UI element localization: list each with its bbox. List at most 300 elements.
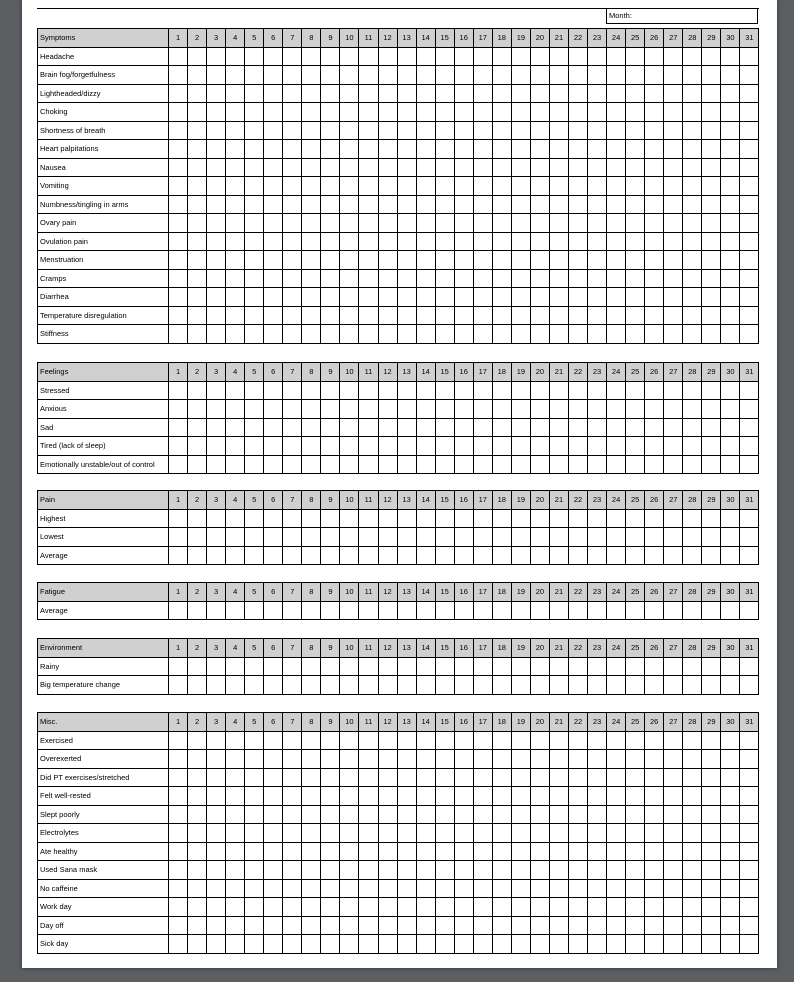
day-cell[interactable] <box>454 879 473 898</box>
day-cell[interactable] <box>264 676 283 695</box>
day-cell[interactable] <box>721 935 740 954</box>
day-cell[interactable] <box>245 750 264 769</box>
day-cell[interactable] <box>302 269 321 288</box>
day-cell[interactable] <box>435 509 454 528</box>
day-cell[interactable] <box>645 47 664 66</box>
day-cell[interactable] <box>683 898 702 917</box>
day-cell[interactable] <box>740 251 759 270</box>
day-cell[interactable] <box>588 898 607 917</box>
day-cell[interactable] <box>188 731 207 750</box>
day-cell[interactable] <box>492 842 511 861</box>
day-cell[interactable] <box>721 768 740 787</box>
day-cell[interactable] <box>549 546 568 565</box>
day-cell[interactable] <box>511 47 530 66</box>
day-cell[interactable] <box>226 84 245 103</box>
day-cell[interactable] <box>264 400 283 419</box>
day-cell[interactable] <box>283 66 302 85</box>
day-cell[interactable] <box>702 325 721 344</box>
day-cell[interactable] <box>702 195 721 214</box>
day-cell[interactable] <box>492 455 511 474</box>
day-cell[interactable] <box>435 381 454 400</box>
day-cell[interactable] <box>340 288 359 307</box>
day-cell[interactable] <box>245 47 264 66</box>
day-cell[interactable] <box>473 509 492 528</box>
day-cell[interactable] <box>645 528 664 547</box>
day-cell[interactable] <box>607 195 626 214</box>
day-cell[interactable] <box>264 195 283 214</box>
day-cell[interactable] <box>169 546 188 565</box>
day-cell[interactable] <box>702 861 721 880</box>
day-cell[interactable] <box>702 898 721 917</box>
day-cell[interactable] <box>549 935 568 954</box>
day-cell[interactable] <box>264 232 283 251</box>
day-cell[interactable] <box>245 787 264 806</box>
day-cell[interactable] <box>702 381 721 400</box>
day-cell[interactable] <box>492 546 511 565</box>
day-cell[interactable] <box>435 47 454 66</box>
day-cell[interactable] <box>607 418 626 437</box>
day-cell[interactable] <box>683 325 702 344</box>
month-field[interactable]: Month: <box>606 8 758 24</box>
day-cell[interactable] <box>473 251 492 270</box>
day-cell[interactable] <box>188 232 207 251</box>
day-cell[interactable] <box>568 455 587 474</box>
day-cell[interactable] <box>359 657 378 676</box>
day-cell[interactable] <box>683 768 702 787</box>
day-cell[interactable] <box>683 676 702 695</box>
day-cell[interactable] <box>169 251 188 270</box>
day-cell[interactable] <box>740 768 759 787</box>
day-cell[interactable] <box>511 195 530 214</box>
day-cell[interactable] <box>416 455 435 474</box>
day-cell[interactable] <box>378 400 397 419</box>
day-cell[interactable] <box>207 455 226 474</box>
day-cell[interactable] <box>568 509 587 528</box>
day-cell[interactable] <box>588 528 607 547</box>
day-cell[interactable] <box>435 288 454 307</box>
day-cell[interactable] <box>435 140 454 159</box>
day-cell[interactable] <box>588 935 607 954</box>
day-cell[interactable] <box>397 121 416 140</box>
day-cell[interactable] <box>378 177 397 196</box>
day-cell[interactable] <box>359 842 378 861</box>
day-cell[interactable] <box>169 47 188 66</box>
day-cell[interactable] <box>188 269 207 288</box>
day-cell[interactable] <box>549 601 568 620</box>
day-cell[interactable] <box>454 676 473 695</box>
day-cell[interactable] <box>226 455 245 474</box>
day-cell[interactable] <box>283 676 302 695</box>
day-cell[interactable] <box>664 381 683 400</box>
day-cell[interactable] <box>492 528 511 547</box>
day-cell[interactable] <box>264 935 283 954</box>
day-cell[interactable] <box>321 418 340 437</box>
day-cell[interactable] <box>492 251 511 270</box>
day-cell[interactable] <box>549 418 568 437</box>
day-cell[interactable] <box>721 47 740 66</box>
day-cell[interactable] <box>473 195 492 214</box>
day-cell[interactable] <box>626 916 645 935</box>
day-cell[interactable] <box>454 768 473 787</box>
day-cell[interactable] <box>454 177 473 196</box>
day-cell[interactable] <box>397 84 416 103</box>
day-cell[interactable] <box>645 288 664 307</box>
day-cell[interactable] <box>568 879 587 898</box>
day-cell[interactable] <box>454 325 473 344</box>
day-cell[interactable] <box>169 66 188 85</box>
day-cell[interactable] <box>740 546 759 565</box>
day-cell[interactable] <box>626 325 645 344</box>
day-cell[interactable] <box>188 824 207 843</box>
day-cell[interactable] <box>683 66 702 85</box>
day-cell[interactable] <box>207 418 226 437</box>
day-cell[interactable] <box>321 121 340 140</box>
day-cell[interactable] <box>530 842 549 861</box>
day-cell[interactable] <box>549 824 568 843</box>
day-cell[interactable] <box>740 400 759 419</box>
day-cell[interactable] <box>169 269 188 288</box>
day-cell[interactable] <box>702 601 721 620</box>
day-cell[interactable] <box>169 509 188 528</box>
day-cell[interactable] <box>683 528 702 547</box>
day-cell[interactable] <box>683 158 702 177</box>
day-cell[interactable] <box>226 657 245 676</box>
day-cell[interactable] <box>226 103 245 122</box>
day-cell[interactable] <box>492 140 511 159</box>
day-cell[interactable] <box>264 84 283 103</box>
day-cell[interactable] <box>511 251 530 270</box>
day-cell[interactable] <box>188 84 207 103</box>
day-cell[interactable] <box>473 418 492 437</box>
day-cell[interactable] <box>530 898 549 917</box>
day-cell[interactable] <box>416 195 435 214</box>
day-cell[interactable] <box>321 325 340 344</box>
day-cell[interactable] <box>416 158 435 177</box>
day-cell[interactable] <box>473 306 492 325</box>
day-cell[interactable] <box>492 325 511 344</box>
day-cell[interactable] <box>607 325 626 344</box>
day-cell[interactable] <box>549 269 568 288</box>
day-cell[interactable] <box>511 768 530 787</box>
day-cell[interactable] <box>530 400 549 419</box>
day-cell[interactable] <box>664 455 683 474</box>
day-cell[interactable] <box>588 325 607 344</box>
day-cell[interactable] <box>245 824 264 843</box>
day-cell[interactable] <box>321 66 340 85</box>
day-cell[interactable] <box>169 195 188 214</box>
day-cell[interactable] <box>359 898 378 917</box>
day-cell[interactable] <box>359 601 378 620</box>
day-cell[interactable] <box>702 306 721 325</box>
day-cell[interactable] <box>568 418 587 437</box>
day-cell[interactable] <box>397 232 416 251</box>
day-cell[interactable] <box>245 325 264 344</box>
day-cell[interactable] <box>530 47 549 66</box>
day-cell[interactable] <box>302 400 321 419</box>
day-cell[interactable] <box>473 601 492 620</box>
day-cell[interactable] <box>721 437 740 456</box>
day-cell[interactable] <box>664 140 683 159</box>
day-cell[interactable] <box>340 676 359 695</box>
day-cell[interactable] <box>511 750 530 769</box>
day-cell[interactable] <box>340 418 359 437</box>
day-cell[interactable] <box>626 214 645 233</box>
day-cell[interactable] <box>568 158 587 177</box>
day-cell[interactable] <box>568 916 587 935</box>
day-cell[interactable] <box>264 750 283 769</box>
day-cell[interactable] <box>530 232 549 251</box>
day-cell[interactable] <box>226 195 245 214</box>
day-cell[interactable] <box>683 195 702 214</box>
day-cell[interactable] <box>359 768 378 787</box>
day-cell[interactable] <box>492 103 511 122</box>
day-cell[interactable] <box>511 842 530 861</box>
day-cell[interactable] <box>378 269 397 288</box>
day-cell[interactable] <box>188 288 207 307</box>
day-cell[interactable] <box>359 455 378 474</box>
day-cell[interactable] <box>607 879 626 898</box>
day-cell[interactable] <box>626 400 645 419</box>
day-cell[interactable] <box>188 66 207 85</box>
day-cell[interactable] <box>721 528 740 547</box>
day-cell[interactable] <box>435 66 454 85</box>
day-cell[interactable] <box>435 177 454 196</box>
day-cell[interactable] <box>397 750 416 769</box>
day-cell[interactable] <box>568 177 587 196</box>
day-cell[interactable] <box>683 879 702 898</box>
day-cell[interactable] <box>607 842 626 861</box>
day-cell[interactable] <box>492 601 511 620</box>
day-cell[interactable] <box>664 251 683 270</box>
day-cell[interactable] <box>226 158 245 177</box>
day-cell[interactable] <box>492 47 511 66</box>
day-cell[interactable] <box>397 824 416 843</box>
day-cell[interactable] <box>435 805 454 824</box>
day-cell[interactable] <box>607 121 626 140</box>
day-cell[interactable] <box>740 657 759 676</box>
day-cell[interactable] <box>721 546 740 565</box>
day-cell[interactable] <box>683 787 702 806</box>
day-cell[interactable] <box>702 676 721 695</box>
day-cell[interactable] <box>492 269 511 288</box>
day-cell[interactable] <box>492 787 511 806</box>
day-cell[interactable] <box>645 325 664 344</box>
day-cell[interactable] <box>740 787 759 806</box>
day-cell[interactable] <box>435 546 454 565</box>
day-cell[interactable] <box>492 509 511 528</box>
day-cell[interactable] <box>454 103 473 122</box>
day-cell[interactable] <box>416 731 435 750</box>
day-cell[interactable] <box>264 121 283 140</box>
day-cell[interactable] <box>568 47 587 66</box>
day-cell[interactable] <box>492 121 511 140</box>
day-cell[interactable] <box>264 103 283 122</box>
day-cell[interactable] <box>607 455 626 474</box>
day-cell[interactable] <box>378 861 397 880</box>
day-cell[interactable] <box>740 325 759 344</box>
day-cell[interactable] <box>169 288 188 307</box>
day-cell[interactable] <box>188 158 207 177</box>
day-cell[interactable] <box>740 47 759 66</box>
day-cell[interactable] <box>454 47 473 66</box>
day-cell[interactable] <box>207 195 226 214</box>
day-cell[interactable] <box>664 509 683 528</box>
day-cell[interactable] <box>454 750 473 769</box>
day-cell[interactable] <box>169 861 188 880</box>
day-cell[interactable] <box>321 805 340 824</box>
day-cell[interactable] <box>664 400 683 419</box>
day-cell[interactable] <box>416 84 435 103</box>
day-cell[interactable] <box>530 251 549 270</box>
day-cell[interactable] <box>264 177 283 196</box>
day-cell[interactable] <box>264 787 283 806</box>
day-cell[interactable] <box>226 528 245 547</box>
day-cell[interactable] <box>740 418 759 437</box>
day-cell[interactable] <box>683 251 702 270</box>
day-cell[interactable] <box>645 805 664 824</box>
day-cell[interactable] <box>169 381 188 400</box>
day-cell[interactable] <box>645 232 664 251</box>
day-cell[interactable] <box>264 381 283 400</box>
day-cell[interactable] <box>283 898 302 917</box>
day-cell[interactable] <box>245 861 264 880</box>
day-cell[interactable] <box>683 437 702 456</box>
day-cell[interactable] <box>416 381 435 400</box>
day-cell[interactable] <box>378 232 397 251</box>
day-cell[interactable] <box>530 269 549 288</box>
day-cell[interactable] <box>588 509 607 528</box>
day-cell[interactable] <box>473 750 492 769</box>
day-cell[interactable] <box>683 824 702 843</box>
day-cell[interactable] <box>245 879 264 898</box>
day-cell[interactable] <box>549 84 568 103</box>
day-cell[interactable] <box>302 288 321 307</box>
day-cell[interactable] <box>207 898 226 917</box>
day-cell[interactable] <box>721 306 740 325</box>
day-cell[interactable] <box>340 84 359 103</box>
day-cell[interactable] <box>664 437 683 456</box>
day-cell[interactable] <box>397 916 416 935</box>
day-cell[interactable] <box>264 546 283 565</box>
day-cell[interactable] <box>626 676 645 695</box>
day-cell[interactable] <box>473 842 492 861</box>
day-cell[interactable] <box>511 400 530 419</box>
day-cell[interactable] <box>188 306 207 325</box>
day-cell[interactable] <box>664 750 683 769</box>
day-cell[interactable] <box>473 528 492 547</box>
day-cell[interactable] <box>549 916 568 935</box>
day-cell[interactable] <box>207 916 226 935</box>
day-cell[interactable] <box>511 214 530 233</box>
day-cell[interactable] <box>207 601 226 620</box>
day-cell[interactable] <box>321 214 340 233</box>
day-cell[interactable] <box>378 879 397 898</box>
day-cell[interactable] <box>588 657 607 676</box>
day-cell[interactable] <box>721 158 740 177</box>
day-cell[interactable] <box>588 121 607 140</box>
day-cell[interactable] <box>302 140 321 159</box>
day-cell[interactable] <box>511 418 530 437</box>
day-cell[interactable] <box>645 140 664 159</box>
day-cell[interactable] <box>321 103 340 122</box>
day-cell[interactable] <box>302 84 321 103</box>
day-cell[interactable] <box>416 437 435 456</box>
day-cell[interactable] <box>702 528 721 547</box>
day-cell[interactable] <box>607 509 626 528</box>
day-cell[interactable] <box>549 528 568 547</box>
day-cell[interactable] <box>416 214 435 233</box>
day-cell[interactable] <box>340 232 359 251</box>
day-cell[interactable] <box>169 768 188 787</box>
day-cell[interactable] <box>378 731 397 750</box>
day-cell[interactable] <box>321 916 340 935</box>
day-cell[interactable] <box>226 805 245 824</box>
day-cell[interactable] <box>340 121 359 140</box>
day-cell[interactable] <box>283 842 302 861</box>
day-cell[interactable] <box>549 325 568 344</box>
day-cell[interactable] <box>188 768 207 787</box>
day-cell[interactable] <box>397 805 416 824</box>
day-cell[interactable] <box>702 103 721 122</box>
day-cell[interactable] <box>169 750 188 769</box>
day-cell[interactable] <box>226 787 245 806</box>
day-cell[interactable] <box>607 84 626 103</box>
day-cell[interactable] <box>683 103 702 122</box>
day-cell[interactable] <box>416 140 435 159</box>
day-cell[interactable] <box>549 47 568 66</box>
day-cell[interactable] <box>207 879 226 898</box>
day-cell[interactable] <box>397 935 416 954</box>
day-cell[interactable] <box>359 288 378 307</box>
day-cell[interactable] <box>169 935 188 954</box>
day-cell[interactable] <box>321 455 340 474</box>
day-cell[interactable] <box>607 916 626 935</box>
day-cell[interactable] <box>359 824 378 843</box>
day-cell[interactable] <box>664 288 683 307</box>
day-cell[interactable] <box>340 251 359 270</box>
day-cell[interactable] <box>702 842 721 861</box>
day-cell[interactable] <box>416 251 435 270</box>
day-cell[interactable] <box>588 158 607 177</box>
day-cell[interactable] <box>378 805 397 824</box>
day-cell[interactable] <box>588 418 607 437</box>
day-cell[interactable] <box>721 657 740 676</box>
day-cell[interactable] <box>169 805 188 824</box>
day-cell[interactable] <box>530 381 549 400</box>
day-cell[interactable] <box>607 805 626 824</box>
day-cell[interactable] <box>645 306 664 325</box>
day-cell[interactable] <box>492 768 511 787</box>
day-cell[interactable] <box>607 861 626 880</box>
day-cell[interactable] <box>245 140 264 159</box>
day-cell[interactable] <box>702 731 721 750</box>
day-cell[interactable] <box>664 601 683 620</box>
day-cell[interactable] <box>169 676 188 695</box>
day-cell[interactable] <box>397 47 416 66</box>
day-cell[interactable] <box>454 898 473 917</box>
day-cell[interactable] <box>435 121 454 140</box>
day-cell[interactable] <box>226 601 245 620</box>
day-cell[interactable] <box>492 232 511 251</box>
day-cell[interactable] <box>683 288 702 307</box>
day-cell[interactable] <box>454 787 473 806</box>
day-cell[interactable] <box>397 251 416 270</box>
day-cell[interactable] <box>321 140 340 159</box>
day-cell[interactable] <box>207 84 226 103</box>
day-cell[interactable] <box>435 400 454 419</box>
day-cell[interactable] <box>226 66 245 85</box>
day-cell[interactable] <box>645 750 664 769</box>
